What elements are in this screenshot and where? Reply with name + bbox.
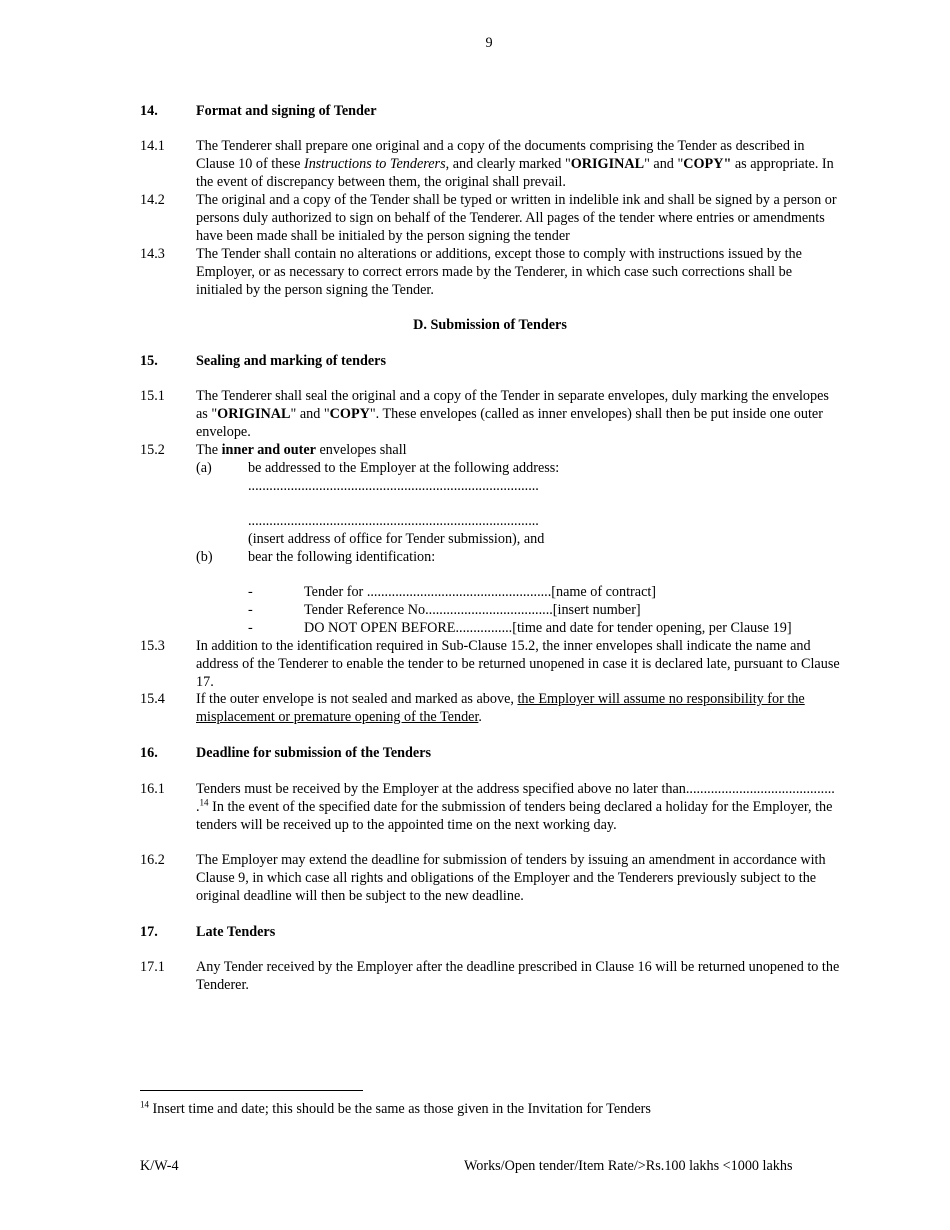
clause-16-1-number: 16.1	[140, 781, 165, 797]
section-15-title: Sealing and marking of tenders	[196, 353, 386, 369]
bullet-dash: -	[248, 620, 253, 636]
footnote-mark: 14	[140, 1099, 149, 1110]
footer-right: Works/Open tender/Item Rate/>Rs.100 lakhs <1000 lakhs	[464, 1158, 793, 1174]
item-b-label: (b)	[196, 549, 213, 565]
id-tender-for: Tender for ....................................................[name of contract]	[304, 584, 657, 600]
clause-14-1-text: The Tenderer shall prepare one original and a copy of the documents comprising the Tender as described in Clause 10 of these Instructions to Tenderers, and clearly marked "ORIGINAL" and "COPY" as appropriate. In the event of discrepancy between them, the original shall prevail.	[196, 138, 834, 190]
section-16-number: 16.	[140, 745, 158, 761]
clause-15-4-text: If the outer envelope is not sealed and marked as above, the Employer will assume no responsibility for the misplacement or premature opening of the Tender.	[196, 691, 805, 725]
clause-14-2-text: The original and a copy of the Tender shall be typed or written in indelible ink and shall be signed by a person or persons duly authorized to sign on behalf of the Tenderer. All pages of the tender where entries or amendments have been made shall be initialed by the person signing the tender	[196, 192, 837, 244]
clause-15-4-number: 15.4	[140, 691, 165, 707]
address-instruction: (insert address of office for Tender submission), and	[248, 531, 545, 547]
address-line-1: ..................................................................................	[248, 478, 539, 494]
section-17-title: Late Tenders	[196, 924, 276, 940]
clause-16-2-number: 16.2	[140, 852, 165, 868]
section-17-number: 17.	[140, 924, 158, 940]
item-a-label: (a)	[196, 460, 212, 476]
footnote-separator	[140, 1090, 363, 1091]
clause-17-1-text: Any Tender received by the Employer after the deadline prescribed in Clause 16 will be returned unopened to the Tenderer.	[196, 959, 840, 993]
clause-14-1-number: 14.1	[140, 138, 165, 154]
clause-15-2-text: The inner and outer envelopes shall	[196, 442, 407, 458]
section-14-title: Format and signing of Tender	[196, 103, 377, 119]
footnote-reference[interactable]: 14	[199, 797, 209, 808]
id-tender-reference: Tender Reference No....................................[insert number]	[304, 602, 641, 618]
clause-16-1-text: Tenders must be received by the Employer at the address specified above no later than.......................................... .$^{14}$ In the event of the specified date for the submission of tenders being declared a holiday for the Employer, the tenders will be received up to the appointed time on the next working day.	[196, 781, 835, 833]
bullet-dash: -	[248, 584, 253, 600]
section-14-number: 14.	[140, 103, 158, 119]
footnote: $^{14}$ Insert time and date; this should be the same as those given in the Invitation for Tenders	[140, 1099, 651, 1117]
item-a-text: be addressed to the Employer at the following address:	[248, 460, 560, 476]
section-15-number: 15.	[140, 353, 158, 369]
item-b-text: bear the following identification:	[248, 549, 436, 565]
id-do-not-open: DO NOT OPEN BEFORE................[time and date for tender opening, per Clause 19]	[304, 620, 792, 636]
address-line-2: ..................................................................................	[248, 513, 539, 529]
bullet-dash: -	[248, 602, 253, 618]
clause-14-3-number: 14.3	[140, 246, 165, 262]
responsibility-disclaimer: the Employer will assume no responsibility for the misplacement or premature opening of the Tender	[196, 691, 805, 725]
section-d-heading: D. Submission of Tenders	[413, 317, 567, 333]
instructions-title: Instructions to Tenderers	[303, 156, 446, 172]
clause-16-2-text: The Employer may extend the deadline for submission of tenders by issuing an amendment in accordance with Clause 9, in which case all rights and obligations of the Employer and the Tenderers previously subject to the original deadline will then be subject to the new deadline.	[196, 852, 826, 904]
clause-15-3-number: 15.3	[140, 638, 165, 654]
clause-17-1-number: 17.1	[140, 959, 165, 975]
clause-15-1-number: 15.1	[140, 388, 165, 404]
clause-14-2-number: 14.2	[140, 192, 165, 208]
footer-left: K/W-4	[140, 1158, 179, 1174]
section-16-title: Deadline for submission of the Tenders	[196, 745, 432, 761]
clause-15-2-number: 15.2	[140, 442, 165, 458]
page-number: 9	[485, 35, 493, 51]
clause-15-3-text: In addition to the identification required in Sub-Clause 15.2, the inner envelopes shall indicate the name and address of the Tenderer to enable the tender to be returned unopened in case it is declared late, pursuant to Clause 17.	[196, 638, 840, 690]
clause-14-3-text: The Tender shall contain no alterations or additions, except those to comply with instructions issued by the Employer, or as necessary to correct errors made by the Tenderer, in which case such corrections shall be initialed by the person signing the Tender.	[196, 246, 802, 298]
clause-15-1-text: The Tenderer shall seal the original and a copy of the Tender in separate envelopes, duly marking the envelopes as "ORIGINAL" and "COPY". These envelopes (called as inner envelopes) shall then be put inside one outer envelope.	[196, 388, 829, 440]
